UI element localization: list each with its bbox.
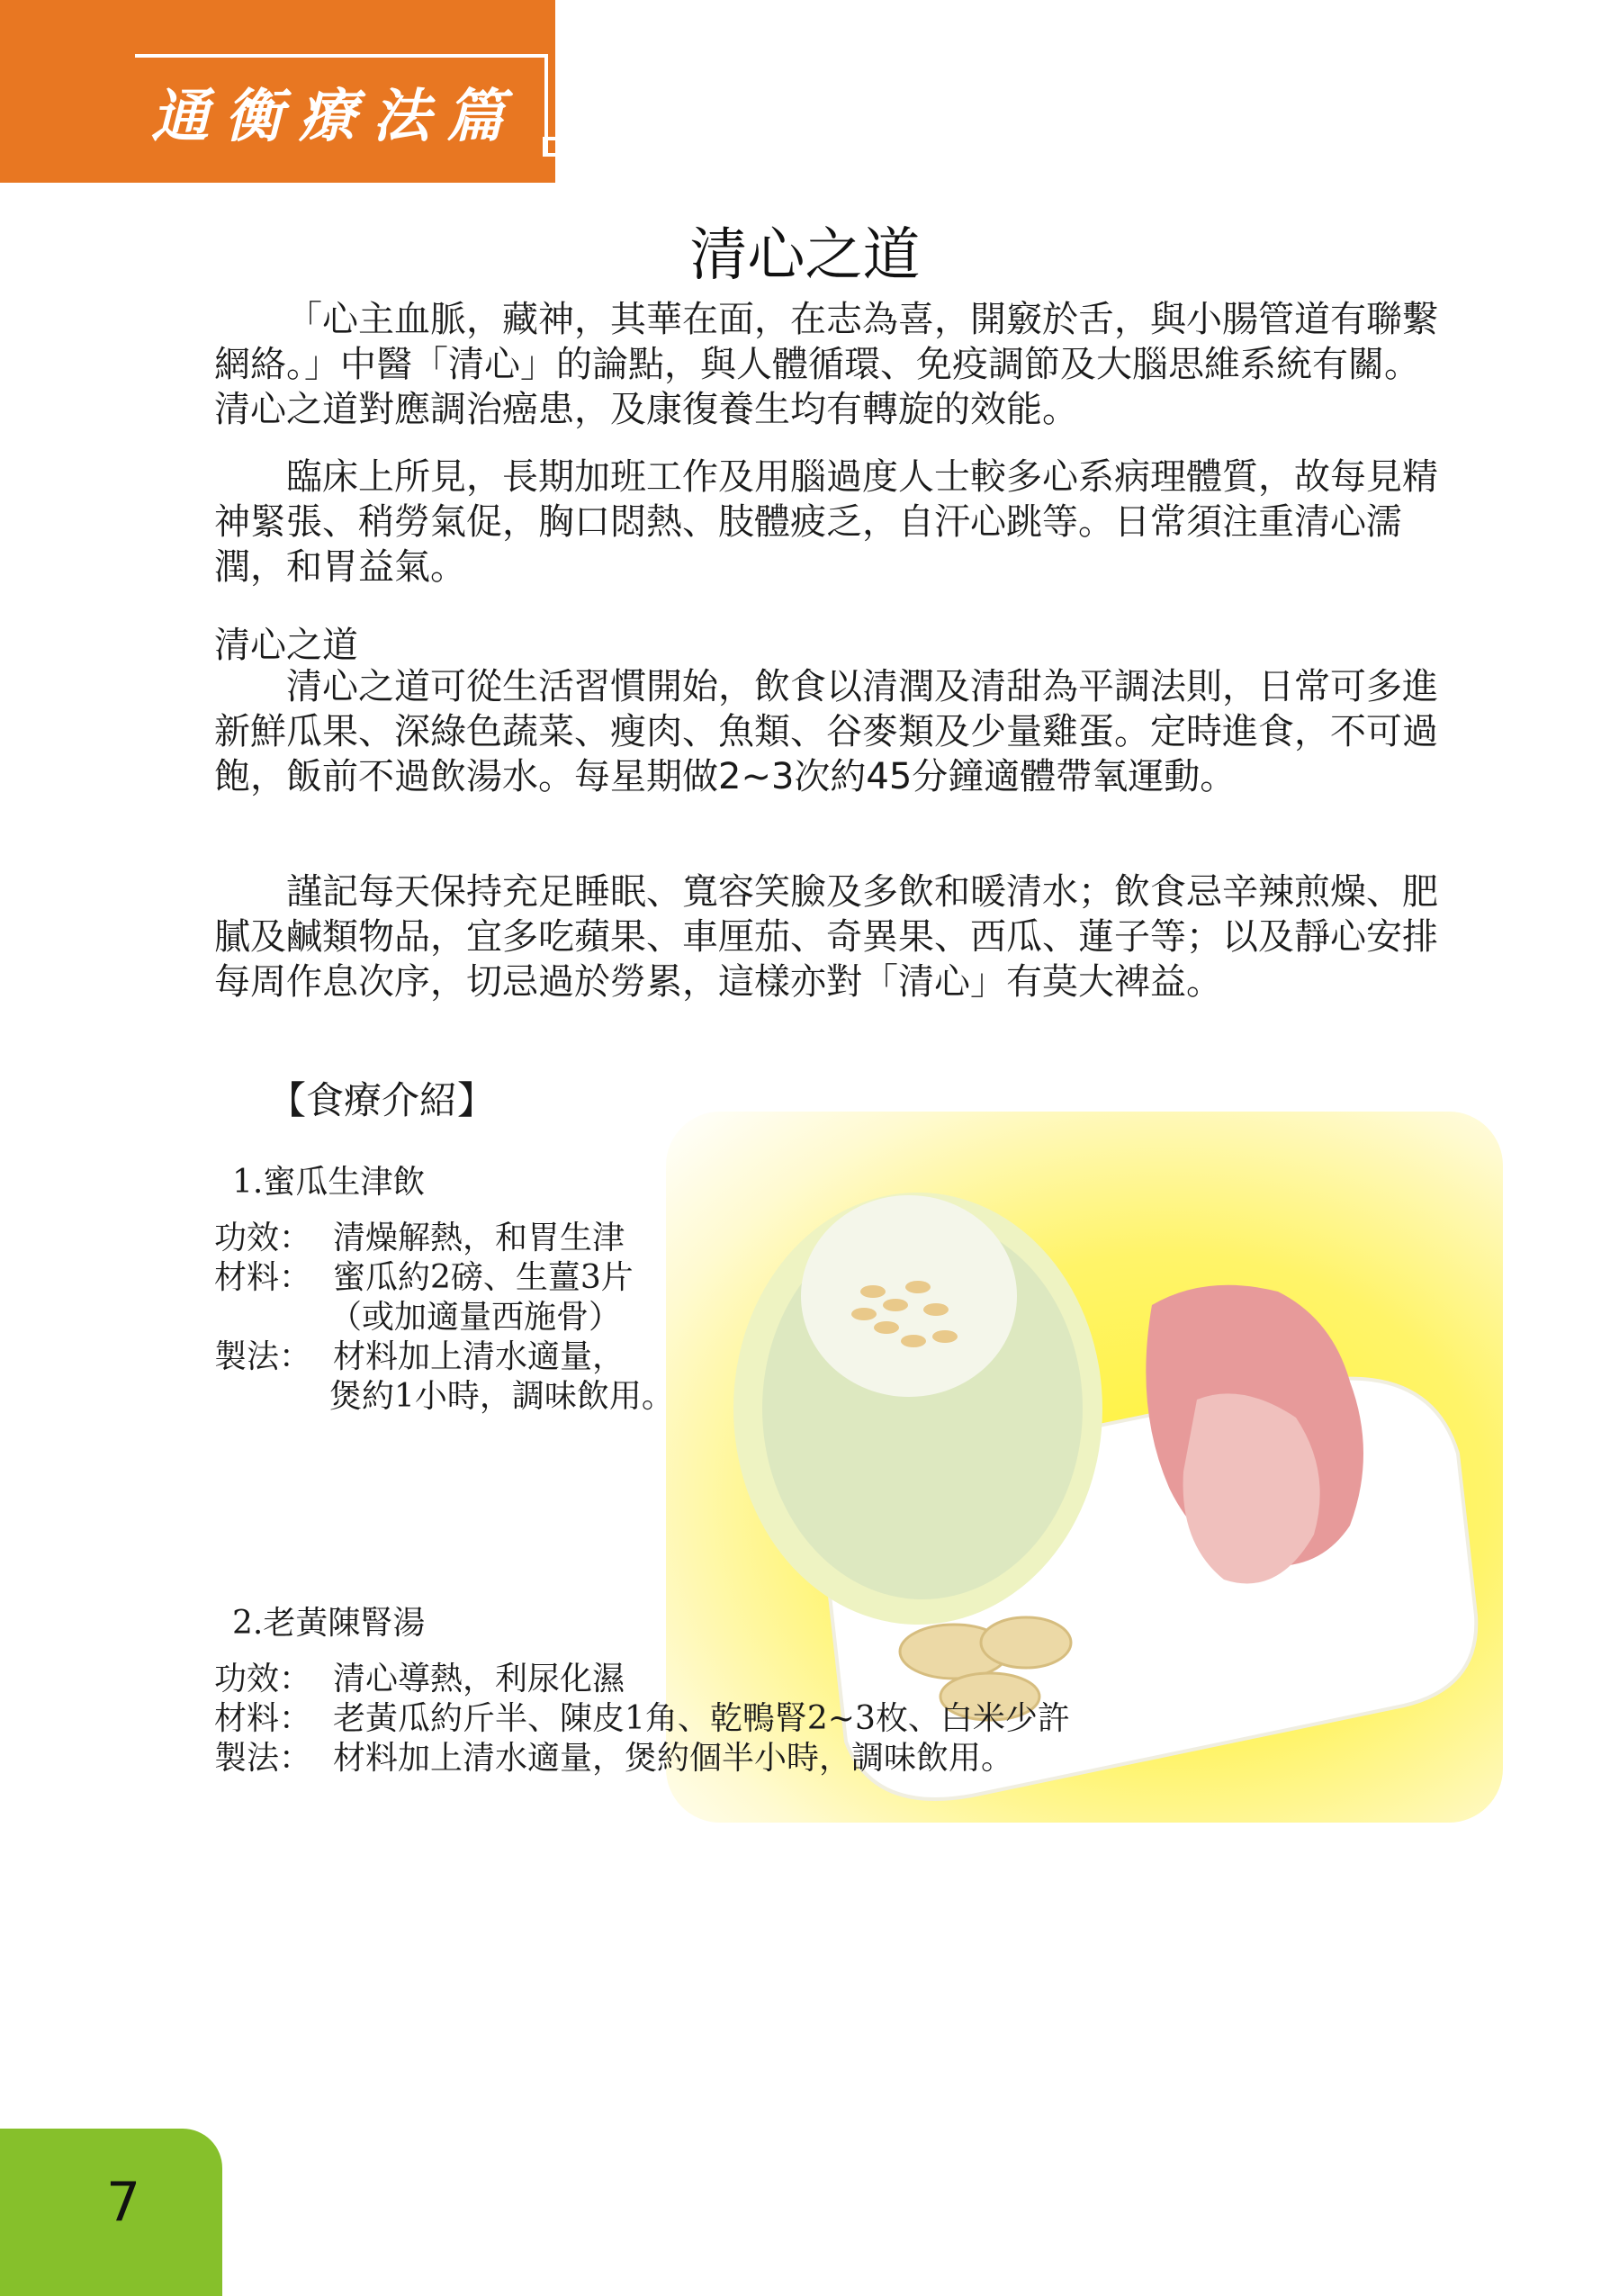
ingredients-extra: （或加適量西施骨） [329, 1299, 622, 1336]
recipe-ingredients-row [214, 1699, 1070, 1739]
method-label: 製法： [214, 1338, 312, 1375]
recipe-method-row [214, 1337, 674, 1377]
method-extra: 煲約1小時，調味飲用。 [329, 1378, 674, 1415]
recipe-effect-row [214, 1660, 1070, 1699]
effect-value: 清心導熱，利尿化濕 [333, 1661, 625, 1697]
melon-cavity [801, 1195, 1017, 1397]
ingredients-label: 材料： [214, 1700, 312, 1737]
recipe-1 [214, 1163, 674, 1417]
effect-value: 清燥解熱，和胃生津 [333, 1220, 625, 1256]
paragraph-2 [214, 455, 1447, 590]
ingredients-label: 材料： [214, 1259, 312, 1296]
effect-label: 功效： [214, 1220, 312, 1256]
recipe-ingredients-row [214, 1258, 674, 1298]
paragraph-1 [214, 297, 1447, 432]
paragraph-4 [214, 869, 1447, 1004]
page-number: 7 [106, 2171, 141, 2234]
section-heading: 【食療介紹】 [268, 1078, 496, 1122]
method-value: 材料加上清水適量，煲約個半小時，調味飲用。 [333, 1740, 1014, 1777]
recipe-title: 2.老黃陳腎湯 [232, 1605, 426, 1642]
recipe-method-row [214, 1739, 1070, 1778]
paragraph-1-text: 「心主血脈，藏神，其華在面，在志為喜，開竅於舌，與小腸管道有聯繫網絡。」中醫「清心」的論點，與人體循環、免疫調節及大腦思維系統有關。清心之道對應調治癌患，及康復養生均有轉旋的效能。 [214, 299, 1438, 430]
method-value: 材料加上清水適量， [333, 1338, 625, 1375]
method-label: 製法： [214, 1740, 312, 1777]
recipe-2 [214, 1604, 1070, 1778]
paragraph-3-text: 清心之道可從生活習慣開始，飲食以清潤及清甜為平調法則，日常可多進新鮮瓜果、深綠色蔬菜、瘦肉、魚類、谷麥類及少量雞蛋。定時進食，不可過飽，飯前不過飲湯水。每星期做2~3次約45分鐘適體帶氧運動。 [214, 666, 1438, 797]
page-title: 清心之道 [689, 222, 921, 289]
effect-label: 功效： [214, 1661, 312, 1697]
paragraph-2-text: 臨床上所見，長期加班工作及用腦過度人士較多心系病理體質，故每見精神緊張、稍勞氣促，胸口悶熱、肢體疲乏，自汗心跳等。日常須注重清心濡潤，和胃益氣。 [214, 456, 1438, 588]
recipe-title: 1.蜜瓜生津飲 [232, 1164, 426, 1201]
ingredients-value: 老黃瓜約斤半、陳皮1角、乾鴨腎2~3枚、白米少許 [333, 1700, 1070, 1737]
paragraph-3 [214, 664, 1447, 799]
paragraph-4-text: 謹記每天保持充足睡眠、寬容笑臉及多飲和暖清水；飲食忌辛辣煎燥、肥膩及鹹類物品，宜多吃蘋果、車厘茄、奇異果、西瓜、蓮子等；以及靜心安排每周作息次序，切忌過於勞累，這樣亦對「清心」有莫大裨益。 [214, 871, 1438, 1003]
subheading: 清心之道 [214, 625, 358, 666]
recipe-effect-row [214, 1219, 674, 1258]
header-title: 通衡療法篇 [151, 83, 520, 150]
ingredients-value: 蜜瓜約2磅、生薑3片 [333, 1259, 634, 1296]
